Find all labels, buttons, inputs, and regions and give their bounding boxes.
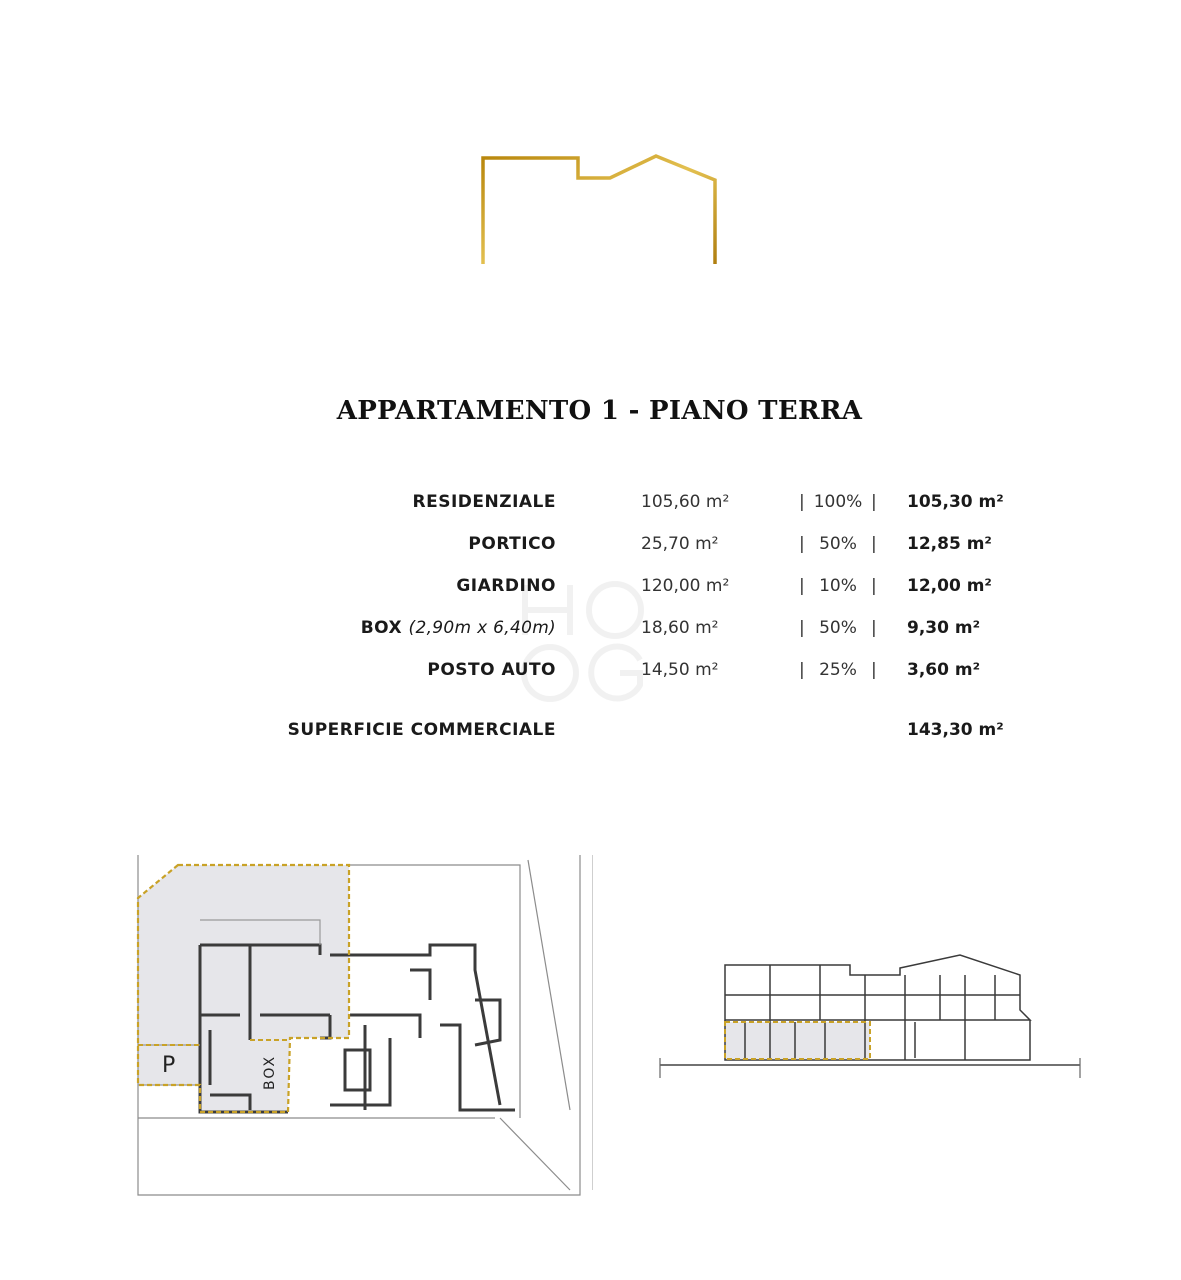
row-area: 25,70 m² xyxy=(641,534,719,554)
table-row xyxy=(0,618,1181,642)
row-area: 14,50 m² xyxy=(641,660,719,680)
row-label: POSTO AUTO xyxy=(427,660,556,680)
row-result: 3,60 m² xyxy=(907,660,981,680)
table-row xyxy=(0,534,1181,558)
row-area: 18,60 m² xyxy=(641,618,719,638)
separator: | xyxy=(799,576,805,596)
building-section xyxy=(650,950,1090,1085)
separator: | xyxy=(799,660,805,680)
row-label: PORTICO xyxy=(468,534,556,554)
table-row xyxy=(0,576,1181,600)
separator: | xyxy=(871,618,877,638)
separator: | xyxy=(799,618,805,638)
row-percent: 100% xyxy=(813,492,863,512)
separator: | xyxy=(871,576,877,596)
row-area: 120,00 m² xyxy=(641,576,730,596)
table-row xyxy=(0,660,1181,684)
parking-label: P xyxy=(162,1053,176,1078)
table-row xyxy=(0,492,1181,516)
floor-plan xyxy=(130,850,600,1200)
row-percent: 50% xyxy=(819,534,857,554)
row-result: 12,00 m² xyxy=(907,576,992,596)
row-label: RESIDENZIALE xyxy=(412,492,556,512)
separator: | xyxy=(799,492,805,512)
row-label: BOX xyxy=(360,618,403,638)
apartment-section-fill xyxy=(725,1022,870,1059)
roofline-logo xyxy=(478,150,723,270)
row-result: 105,30 m² xyxy=(907,492,1004,512)
total-row xyxy=(0,720,1181,744)
row-area: 105,60 m² xyxy=(641,492,730,512)
separator: | xyxy=(871,660,877,680)
row-note: (2,90m x 6,40m) xyxy=(408,618,556,638)
row-label: GIARDINO xyxy=(456,576,556,596)
total-label: SUPERFICIE COMMERCIALE xyxy=(287,720,556,740)
row-result: 9,30 m² xyxy=(907,618,981,638)
row-result: 12,85 m² xyxy=(907,534,992,554)
row-percent: 10% xyxy=(819,576,857,596)
total-value: 143,30 m² xyxy=(907,720,1004,740)
page-title: APPARTAMENTO 1 - PIANO TERRA xyxy=(336,396,863,426)
row-percent: 50% xyxy=(819,618,857,638)
separator: | xyxy=(871,534,877,554)
separator: | xyxy=(871,492,877,512)
separator: | xyxy=(799,534,805,554)
row-percent: 25% xyxy=(819,660,857,680)
box-label: BOX xyxy=(262,1054,278,1090)
divider xyxy=(592,855,593,1190)
